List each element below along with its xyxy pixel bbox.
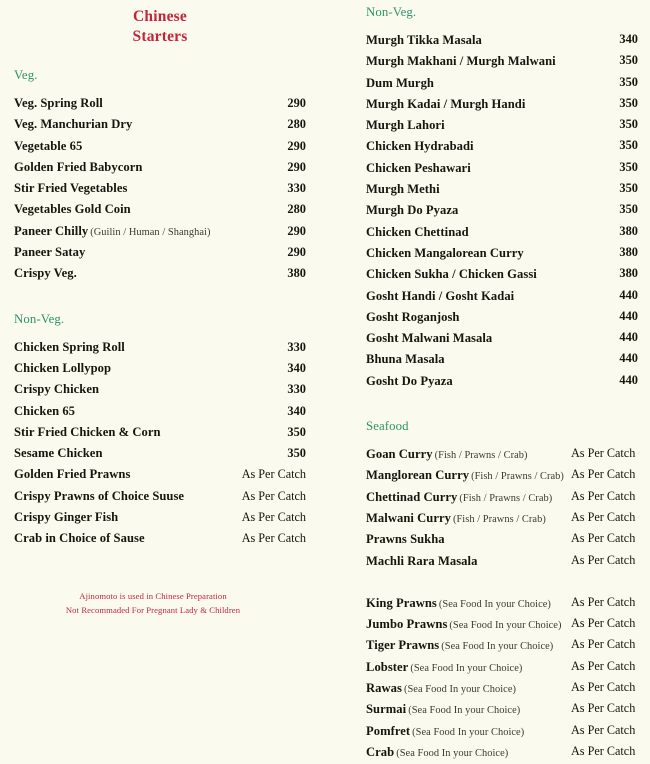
menu-item-name: Crispy Prawns of Choice Suuse [14, 488, 185, 503]
menu-item-name: Gosht Roganjosh [366, 309, 460, 324]
menu-item-name: Chettinad Curry [366, 489, 458, 504]
menu-item-name-group [366, 157, 471, 179]
menu-item [366, 613, 638, 634]
menu-item-price: As Per Catch [571, 680, 636, 695]
menu-item-name-group [366, 221, 469, 243]
menu-item-name: Gosht Do Pyaza [366, 373, 453, 388]
menu-item-price: As Per Catch [571, 552, 636, 567]
menu-item-price: 330 [287, 382, 306, 397]
menu-item-note: (Sea Food In your Choice) [412, 726, 525, 738]
menu-item [14, 241, 306, 262]
menu-item-note: (Fish / Prawns / Crab) [452, 513, 546, 525]
menu-item [14, 113, 306, 134]
spacer [366, 391, 638, 419]
menu-item-price: 290 [287, 159, 306, 174]
menu-item-price: 340 [619, 32, 638, 46]
menu-item-name-group [366, 507, 546, 530]
menu-item-price: 380 [619, 223, 638, 238]
menu-item-name-group [14, 241, 85, 263]
menu-item [366, 93, 638, 114]
menu-item-name: Machli Rara Masala [366, 553, 478, 568]
spacer [366, 571, 638, 592]
menu-item [366, 178, 638, 199]
menu-item-name: Chicken Peshawari [366, 160, 471, 175]
menu-item-name-group [366, 486, 552, 509]
menu-item-price: 330 [287, 339, 306, 354]
menu-item-name: Chicken Chettinad [366, 224, 469, 239]
menu-item-name-group [14, 378, 99, 400]
menu-item-name: Golden Fried Prawns [14, 467, 131, 482]
spacer [366, 20, 638, 29]
menu-item-note: (Fish / Prawns / Crab) [459, 492, 553, 504]
menu-item-price: 280 [287, 117, 306, 132]
menu-item-name-group [366, 114, 445, 136]
menu-item [14, 177, 306, 198]
menu-item-name-group [366, 720, 524, 743]
menu-item-name: Paneer Satay [14, 245, 86, 260]
menu-item [366, 592, 638, 613]
menu-item-price: As Per Catch [571, 467, 636, 482]
menu-item-price: As Per Catch [571, 743, 636, 758]
menu-item-name: Lobster [366, 659, 409, 674]
menu-item-price: 350 [619, 95, 638, 110]
menu-item-price: As Per Catch [571, 722, 636, 737]
menu-item-list [14, 336, 306, 549]
spacer [14, 83, 306, 92]
menu-item-name: Manglorean Curry [366, 468, 470, 483]
menu-item [14, 92, 306, 113]
menu-item-name-group [366, 528, 445, 550]
menu-item-name-group [366, 93, 525, 115]
menu-item [366, 486, 638, 507]
menu-item-name: Jumbo Prawns [366, 617, 448, 632]
menu-item-name-group [14, 92, 103, 114]
menu-item [366, 698, 638, 719]
menu-item-name: Chicken Spring Roll [14, 339, 125, 354]
menu-item-name: Paneer Chilly [14, 223, 89, 238]
spacer [14, 327, 306, 336]
menu-item-price: 290 [287, 245, 306, 260]
menu-item-note: (Sea Food In your Choice) [403, 684, 516, 696]
menu-item-name: Crab [366, 744, 395, 759]
menu-item-name: Crab in Choice of Sause [14, 531, 145, 546]
left-sections-container [14, 68, 306, 549]
menu-item-price: 440 [619, 287, 638, 302]
menu-item-price: As Per Catch [571, 488, 636, 503]
menu-item-name-group [14, 357, 111, 379]
menu-item-name-group [366, 72, 434, 94]
page-title [14, 0, 306, 47]
menu-item-name: Surmai [366, 702, 407, 717]
menu-item-price: 350 [619, 74, 638, 89]
menu-item-name: Murgh Methi [366, 182, 440, 197]
menu-column-left [14, 0, 306, 549]
menu-item-note: (Sea Food In your Choice) [449, 620, 562, 632]
footer-line-1: Ajinomoto is used in Chinese Preparation [79, 591, 227, 601]
menu-item [366, 285, 638, 306]
menu-item-price: As Per Catch [571, 446, 636, 461]
menu-item-price: 380 [287, 266, 306, 281]
menu-item [14, 220, 306, 241]
menu-item [366, 348, 638, 369]
menu-item [14, 378, 306, 399]
menu-item-name: Prawns Sukha [366, 532, 445, 547]
section-heading-seafood: Seafood [366, 419, 409, 434]
menu-item-price: As Per Catch [571, 616, 636, 631]
menu-item [366, 263, 638, 284]
menu-item-name-group [366, 348, 445, 370]
menu-item-name: Malwani Curry [366, 510, 451, 525]
menu-item-price: 350 [619, 159, 638, 174]
menu-item [366, 114, 638, 135]
menu-item [366, 306, 638, 327]
menu-item-name-group [14, 262, 77, 284]
menu-item [14, 198, 306, 219]
menu-item-name: King Prawns [366, 595, 437, 610]
page-title-line-2: Starters [132, 28, 188, 45]
menu-item-name-group [366, 135, 474, 157]
menu-item [366, 29, 638, 50]
menu-item [366, 72, 638, 93]
menu-item-name: Vegetables Gold Coin [14, 202, 131, 217]
menu-item-price: 350 [619, 53, 638, 68]
menu-item-name-group [366, 370, 453, 392]
menu-item-price: 280 [287, 202, 306, 217]
menu-item-price: As Per Catch [241, 467, 306, 482]
menu-item-price: 340 [287, 360, 306, 375]
menu-item-name: Chicken Mangalorean Curry [366, 245, 524, 260]
menu-item-name: Tiger Prawns [366, 638, 440, 653]
menu-item-name-group [14, 485, 184, 507]
menu-item [366, 507, 638, 528]
menu-item-price: As Per Catch [571, 509, 636, 524]
menu-item-price: 350 [619, 138, 638, 153]
menu-item-price: 440 [619, 330, 638, 345]
menu-item [14, 527, 306, 548]
menu-item-name: Veg. Manchurian Dry [14, 117, 133, 132]
menu-item-note: (Sea Food In your Choice) [396, 747, 509, 759]
menu-item-name-group [366, 698, 520, 721]
menu-item-name-group [14, 442, 103, 464]
menu-item-name-group [366, 327, 492, 349]
menu-item-name: Vegetable 65 [14, 138, 83, 153]
menu-item [366, 464, 638, 485]
menu-item-name: Murgh Lahori [366, 118, 445, 133]
menu-item-name-group [366, 656, 522, 679]
menu-item [366, 528, 638, 549]
right-sections-container [366, 5, 638, 762]
menu-item-name: Murgh Do Pyaza [366, 203, 459, 218]
menu-item-name: Pomfret [366, 723, 411, 738]
menu-item-price: As Per Catch [571, 701, 636, 716]
menu-item-name-group [14, 135, 82, 157]
menu-item-name: Veg. Spring Roll [14, 96, 103, 110]
menu-item-price: As Per Catch [571, 637, 636, 652]
menu-item [14, 357, 306, 378]
menu-item [366, 199, 638, 220]
menu-item-name-group [366, 242, 524, 264]
menu-item-note: (Sea Food In your Choice) [441, 641, 554, 653]
menu-item-name: Crispy Chicken [14, 382, 100, 397]
footer-line-2: Not Recommaded For Pregnant Lady & Children [65, 605, 241, 615]
menu-item-price: As Per Catch [241, 488, 306, 503]
menu-column-right [366, 0, 638, 762]
page-title-line-1: Chinese [133, 8, 187, 25]
menu-item-name: Chicken 65 [14, 403, 76, 418]
menu-item-name-group [366, 634, 553, 657]
menu-item [366, 443, 638, 464]
menu-item [366, 135, 638, 156]
menu-item-name-group [14, 336, 125, 358]
menu-item-price: As Per Catch [571, 594, 636, 609]
menu-item-note: (Fish / Prawns / Crab) [471, 471, 564, 483]
menu-item-name-group [14, 156, 142, 178]
menu-item-name-group [14, 421, 161, 443]
menu-item-name: Gosht Handi / Gosht Kadai [366, 288, 515, 303]
menu-item-name: Golden Fried Babycorn [14, 159, 143, 174]
spacer [14, 47, 306, 68]
menu-item [14, 156, 306, 177]
menu-item [366, 242, 638, 263]
menu-item-list [366, 592, 638, 762]
menu-item-name: Chicken Lollypop [14, 360, 112, 375]
menu-item-name-group [366, 263, 537, 285]
menu-item-price: 290 [287, 96, 306, 110]
menu-item-note: (Sea Food In your Choice) [410, 662, 523, 674]
menu-item-price: As Per Catch [571, 658, 636, 673]
menu-item-name: Rawas [366, 681, 402, 696]
menu-item-price: 350 [619, 202, 638, 217]
menu-item-name: Stir Fried Vegetables [14, 181, 128, 196]
menu-item-list [366, 29, 638, 391]
menu-item-price: 440 [619, 372, 638, 387]
menu-item [366, 157, 638, 178]
menu-item-name-group [14, 527, 145, 549]
menu-item-name-group [14, 113, 132, 135]
menu-item-price: 330 [287, 181, 306, 196]
menu-item [366, 720, 638, 741]
menu-item-name-group [14, 463, 130, 485]
menu-item-name-group [366, 178, 440, 200]
menu-item-name-group [14, 220, 210, 243]
menu-item-note: (Fish / Prawns / Crab) [434, 450, 528, 462]
section-heading-non-veg: Non-Veg. [366, 5, 417, 19]
menu-item-name: Bhuna Masala [366, 352, 445, 367]
menu-item-list [14, 92, 306, 284]
menu-item-price: 380 [619, 244, 638, 259]
menu-item-name: Chicken Hydrabadi [366, 139, 474, 154]
menu-item-name: Crispy Veg. [14, 266, 77, 281]
menu-item-name-group [366, 592, 551, 615]
menu-item [366, 550, 638, 571]
menu-item [14, 506, 306, 527]
menu-item-price: 350 [287, 424, 306, 439]
menu-item-price: As Per Catch [241, 510, 306, 525]
menu-item [14, 336, 306, 357]
section-heading-veg: Veg. [14, 68, 38, 82]
menu-item-name-group [14, 177, 127, 199]
section-heading-non-veg: Non-Veg. [14, 311, 65, 326]
menu-item-name-group [366, 550, 477, 572]
menu-item [366, 221, 638, 242]
menu-item [366, 741, 638, 762]
menu-item [366, 50, 638, 71]
menu-item-price: 350 [287, 446, 306, 461]
menu-item-price: 340 [287, 403, 306, 418]
menu-item-price: 350 [619, 181, 638, 196]
menu-item-price: 290 [287, 138, 306, 153]
menu-item [14, 463, 306, 484]
spacer [14, 284, 306, 312]
menu-item [366, 327, 638, 348]
menu-item-name: Gosht Malwani Masala [366, 331, 493, 346]
menu-item [14, 262, 306, 283]
menu-item-name: Goan Curry [366, 447, 433, 462]
menu-item [14, 421, 306, 442]
menu-item-name-group [366, 613, 561, 636]
menu-item-name: Chicken Sukha / Chicken Gassi [366, 267, 537, 282]
menu-item-price: 440 [619, 351, 638, 366]
menu-item-note: (Guilin / Human / Shanghai) [90, 226, 211, 238]
menu-item-name-group [366, 50, 556, 72]
menu-item-name-group [14, 198, 131, 220]
menu-item-name-group [366, 443, 528, 466]
menu-item-price: 440 [619, 308, 638, 323]
menu-item-price: As Per Catch [571, 531, 636, 546]
menu-item-name: Murgh Kadai / Murgh Handi [366, 96, 526, 111]
menu-item-name-group [366, 677, 516, 700]
menu-item-name-group [366, 199, 458, 221]
menu-item-name: Murgh Tikka Masala [366, 33, 482, 47]
menu-item-price: 380 [619, 266, 638, 281]
menu-item [366, 634, 638, 655]
menu-item [366, 677, 638, 698]
menu-item-name-group [14, 400, 75, 422]
menu-item-name: Dum Murgh [366, 75, 434, 90]
menu-item-note: (Sea Food In your Choice) [438, 598, 551, 610]
menu-item-name-group [366, 306, 459, 328]
menu-item-name: Crispy Ginger Fish [14, 510, 119, 525]
menu-item-name-group [366, 464, 564, 487]
menu-item-name: Sesame Chicken [14, 446, 103, 461]
footer-disclaimer [0, 589, 306, 617]
menu-item-name-group [366, 741, 508, 764]
menu-item-price: As Per Catch [241, 531, 306, 546]
menu-item-name: Stir Fried Chicken & Corn [14, 424, 161, 439]
menu-item [366, 656, 638, 677]
menu-item [366, 370, 638, 391]
menu-item [14, 442, 306, 463]
menu-item-list [366, 443, 638, 571]
menu-item-name-group [14, 506, 118, 528]
menu-item-note: (Sea Food In your Choice) [408, 705, 521, 717]
menu-item-price: 350 [619, 117, 638, 132]
menu-item [14, 485, 306, 506]
menu-item-name: Murgh Makhani / Murgh Malwani [366, 54, 556, 69]
spacer [366, 434, 638, 443]
menu-item [14, 400, 306, 421]
menu-item-price: 290 [287, 223, 306, 238]
menu-item [14, 135, 306, 156]
menu-item-name-group [366, 29, 482, 51]
menu-item-name-group [366, 285, 514, 307]
